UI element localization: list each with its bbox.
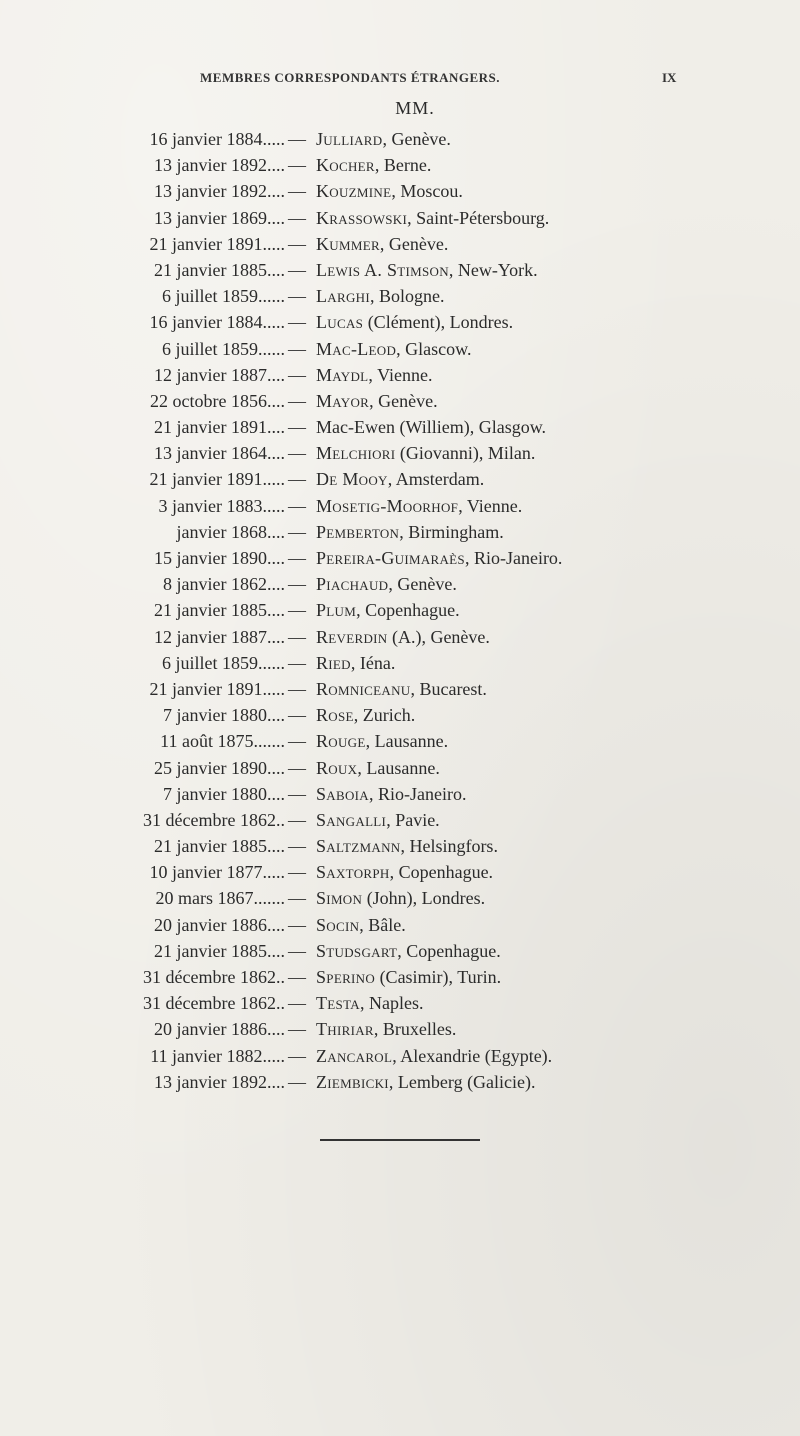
entry-date: 21 janvier 1885.... <box>154 600 285 621</box>
entry-date: 15 janvier 1890.... <box>154 548 285 568</box>
list-item <box>0 885 800 911</box>
member-surname: Plum <box>316 600 357 621</box>
entry-dash: — <box>288 1019 306 1040</box>
entry-member <box>316 440 535 466</box>
entry-member <box>316 1043 552 1069</box>
entry-member <box>316 702 415 728</box>
entry-date: 20 janvier 1886.... <box>154 914 285 935</box>
entry-member <box>316 728 448 754</box>
list-item <box>0 650 800 676</box>
member-surname: Thiriar <box>316 1019 374 1040</box>
member-details: , Copenhague. <box>356 600 460 621</box>
entry-date: 21 janvier 1885.... <box>154 836 285 857</box>
entry-member <box>316 938 501 964</box>
entry-dash: — <box>288 967 306 987</box>
list-item <box>0 388 800 414</box>
entry-date: 16 janvier 1884..... <box>149 129 285 149</box>
list-item <box>0 309 800 335</box>
list-item <box>0 152 800 178</box>
list-item <box>0 1016 800 1042</box>
entry-dash: — <box>288 286 306 307</box>
member-details: , Genève. <box>382 129 451 149</box>
entry-date: 13 janvier 1892.... <box>154 155 285 176</box>
closing-rule <box>320 1139 480 1141</box>
member-surname: Mosetig-Moorhof <box>316 495 459 516</box>
entry-member <box>316 990 423 1016</box>
member-details: , Copenhague. <box>389 862 494 883</box>
entry-dash: — <box>288 259 306 280</box>
member-details: , Alexandrie (Egypte). <box>392 1045 553 1066</box>
member-surname: Mayor <box>316 390 370 411</box>
entry-date: 13 janvier 1892.... <box>154 181 285 202</box>
list-item <box>0 205 800 231</box>
member-surname: Roux <box>316 757 358 778</box>
member-details: , Genève. <box>388 574 457 595</box>
entry-dash: — <box>288 521 306 542</box>
entry-dash: — <box>288 207 306 228</box>
entry-dash: — <box>288 809 306 830</box>
member-surname: Julliard <box>316 129 383 149</box>
entry-date: 6 juillet 1859...... <box>162 338 285 359</box>
member-surname: Studsgart <box>316 940 398 961</box>
entry-date: 21 janvier 1891..... <box>149 233 285 254</box>
entry-date: 21 janvier 1891..... <box>149 469 285 490</box>
entry-dash: — <box>288 836 306 857</box>
member-details: , Rio-Janeiro. <box>464 548 563 568</box>
member-surname: Sangalli <box>316 809 387 830</box>
member-details: (Clément), Londres. <box>363 312 514 333</box>
page-number: IX <box>662 70 677 85</box>
member-surname: Pereira-Guimaraès <box>316 548 465 568</box>
entry-dash: — <box>288 940 306 961</box>
entry-member <box>316 624 490 650</box>
member-details: , Bologne. <box>369 286 445 307</box>
entry-date: 31 décembre 1862.. <box>143 967 285 987</box>
member-details: , Amsterdam. <box>387 469 485 490</box>
list-item <box>0 990 800 1016</box>
entry-member <box>316 755 440 781</box>
member-surname: Zancarol <box>316 1045 393 1066</box>
list-item <box>0 938 800 964</box>
entry-date: 21 janvier 1885.... <box>154 259 285 280</box>
entry-member <box>316 414 546 440</box>
list-item <box>0 781 800 807</box>
list-item <box>0 126 800 152</box>
member-surname: Ried <box>316 652 351 673</box>
entry-member <box>316 388 438 414</box>
entry-member <box>316 807 440 833</box>
list-item <box>0 519 800 545</box>
entry-dash: — <box>288 914 306 935</box>
entry-date: 11 janvier 1882..... <box>150 1045 285 1066</box>
entry-date: 6 juillet 1859...... <box>162 286 285 307</box>
member-surname: Piachaud <box>316 574 389 595</box>
list-item <box>0 571 800 597</box>
list-item <box>0 231 800 257</box>
member-list <box>0 126 800 1095</box>
entry-dash: — <box>288 783 306 804</box>
member-details: (John), Londres. <box>362 888 486 909</box>
member-details: , Vienne. <box>458 495 523 516</box>
entry-member <box>316 964 501 990</box>
member-surname: Socin <box>316 914 360 935</box>
entry-dash: — <box>288 155 306 176</box>
list-item <box>0 466 800 492</box>
member-surname: Reverdin <box>316 626 388 647</box>
member-surname: Krassowski <box>316 207 408 228</box>
entry-date: 8 janvier 1862.... <box>163 574 285 595</box>
member-surname: Larghi <box>316 286 370 307</box>
member-surname: Testa <box>316 993 360 1014</box>
member-surname: Romniceanu <box>316 678 411 699</box>
entry-dash: — <box>288 233 306 254</box>
member-surname: Lucas <box>316 312 364 333</box>
entry-member <box>316 205 549 231</box>
member-surname: Kocher <box>316 155 375 176</box>
entry-dash: — <box>288 495 306 516</box>
entry-member <box>316 597 460 623</box>
entry-member <box>316 178 463 204</box>
running-head-title: MEMBRES CORRESPONDANTS ÉTRANGERS. <box>200 70 501 85</box>
entry-date: 13 janvier 1869.... <box>154 207 285 228</box>
entry-dash: — <box>288 888 306 909</box>
entry-member <box>316 283 444 309</box>
entry-dash: — <box>288 993 306 1014</box>
entry-dash: — <box>288 364 306 385</box>
member-details: , Rio-Janeiro. <box>368 783 467 804</box>
entry-date: 22 octobre 1856.... <box>150 390 285 411</box>
member-surname: Simon <box>316 888 363 909</box>
list-item <box>0 702 800 728</box>
entry-date: 21 janvier 1885.... <box>154 940 285 961</box>
list-item <box>0 414 800 440</box>
entry-date: 20 mars 1867....... <box>155 888 285 909</box>
entry-member <box>316 466 484 492</box>
list-item <box>0 545 800 571</box>
entry-member <box>316 1069 536 1095</box>
entry-member <box>316 650 395 676</box>
member-surname: De Mooy <box>316 469 388 490</box>
member-details: , Vienne. <box>368 364 433 385</box>
entry-member <box>316 833 498 859</box>
member-details: , Copenhague. <box>397 940 501 961</box>
list-item <box>0 597 800 623</box>
entry-member <box>316 493 522 519</box>
entry-dash: — <box>288 626 306 647</box>
entry-date: 21 janvier 1891..... <box>149 678 285 699</box>
member-details: , Bâle. <box>359 914 406 935</box>
entry-date: 7 janvier 1880.... <box>163 705 285 726</box>
entry-date: 16 janvier 1884..... <box>149 312 285 333</box>
member-details: (Casimir), Turin. <box>375 967 502 987</box>
member-surname: Kummer <box>316 233 380 254</box>
entry-dash: — <box>288 443 306 464</box>
list-item <box>0 283 800 309</box>
member-details: , Lemberg (Galicie). <box>388 1071 536 1092</box>
entry-date: 12 janvier 1887.... <box>154 364 285 385</box>
entry-dash: — <box>288 181 306 202</box>
list-item <box>0 807 800 833</box>
entry-member <box>316 1016 456 1042</box>
entry-member <box>316 676 487 702</box>
member-details: , Bruxelles. <box>373 1019 457 1040</box>
member-details: , Berne. <box>374 155 432 176</box>
member-details: , Lausanne. <box>357 757 440 778</box>
list-item <box>0 493 800 519</box>
member-details: Mac-Ewen (Williem), Glasgow. <box>316 417 547 438</box>
entry-dash: — <box>288 652 306 673</box>
member-details: , Birmingham. <box>399 521 504 542</box>
entry-dash: — <box>288 469 306 490</box>
member-details: , Glascow. <box>396 338 472 359</box>
list-item <box>0 257 800 283</box>
entry-dash: — <box>288 574 306 595</box>
entry-date: 31 décembre 1862.. <box>143 993 285 1014</box>
member-surname: Saltzmann <box>316 836 401 857</box>
list-item <box>0 624 800 650</box>
entry-member <box>316 912 406 938</box>
list-item <box>0 440 800 466</box>
list-item <box>0 728 800 754</box>
entry-dash: — <box>288 1071 306 1092</box>
list-item <box>0 1069 800 1095</box>
list-item <box>0 964 800 990</box>
entry-dash: — <box>288 312 306 333</box>
entry-dash: — <box>288 705 306 726</box>
member-surname: Rouge <box>316 731 366 752</box>
entry-dash: — <box>288 129 306 149</box>
entry-member <box>316 126 451 152</box>
entry-date: 7 janvier 1880.... <box>163 783 285 804</box>
section-label: MM. <box>395 98 435 118</box>
member-surname: Mac-Leod <box>316 338 397 359</box>
entry-date: 10 janvier 1877..... <box>149 862 285 883</box>
entry-date: 31 décembre 1862.. <box>143 809 285 830</box>
entry-member <box>316 885 485 911</box>
member-details: , Naples. <box>359 993 424 1014</box>
entry-date: 6 juillet 1859...... <box>162 652 285 673</box>
member-details: , Iéna. <box>350 652 396 673</box>
list-item <box>0 178 800 204</box>
entry-member <box>316 231 448 257</box>
list-item <box>0 859 800 885</box>
entry-dash: — <box>288 678 306 699</box>
entry-dash: — <box>288 757 306 778</box>
entry-member <box>316 362 433 388</box>
member-details: , Genève. <box>379 233 449 254</box>
entry-date: 11 août 1875....... <box>160 731 285 752</box>
list-item <box>0 833 800 859</box>
entry-dash: — <box>288 600 306 621</box>
member-details: (Giovanni), Milan. <box>395 443 536 464</box>
member-surname: Ziembicki <box>316 1071 389 1092</box>
member-details: , New-York. <box>448 259 538 280</box>
member-surname: Pemberton <box>316 521 400 542</box>
entry-date: 12 janvier 1887.... <box>154 626 285 647</box>
member-details: , Zurich. <box>353 705 416 726</box>
entry-member <box>316 519 504 545</box>
member-surname: Saxtorph <box>316 862 390 883</box>
list-item <box>0 912 800 938</box>
entry-member <box>316 859 493 885</box>
list-item <box>0 336 800 362</box>
entry-member <box>316 571 457 597</box>
entry-date: 20 janvier 1886.... <box>154 1019 285 1040</box>
entry-date: 13 janvier 1864.... <box>154 443 285 464</box>
member-details: , Genève. <box>369 390 438 411</box>
entry-date: 21 janvier 1891.... <box>154 417 285 438</box>
entry-dash: — <box>288 1045 306 1066</box>
entry-dash: — <box>288 862 306 883</box>
member-surname: Saboia <box>316 783 369 804</box>
entry-member <box>316 545 562 571</box>
member-surname: Melchiori <box>316 443 396 464</box>
entry-date: janvier 1868.... <box>176 521 285 542</box>
member-surname: Kouzmine <box>316 181 392 202</box>
member-surname: Maydl <box>316 364 369 385</box>
member-details: , Moscou. <box>391 181 463 202</box>
list-item <box>0 1043 800 1069</box>
member-details: , Lausanne. <box>365 731 449 752</box>
member-details: (A.), Genève. <box>387 626 490 647</box>
list-item <box>0 755 800 781</box>
entry-dash: — <box>288 338 306 359</box>
entry-member <box>316 257 538 283</box>
entry-member <box>316 152 431 178</box>
member-surname: Lewis A. Stimson <box>316 259 449 280</box>
entry-member <box>316 781 466 807</box>
member-surname: Sperino <box>316 967 376 987</box>
entry-dash: — <box>288 417 306 438</box>
entry-dash: — <box>288 731 306 752</box>
entry-date: 13 janvier 1892.... <box>154 1071 285 1092</box>
member-surname: Rose <box>316 705 354 726</box>
member-details: , Bucarest. <box>410 678 487 699</box>
entry-member <box>316 309 513 335</box>
entry-member <box>316 336 472 362</box>
member-details: , Helsingfors. <box>400 836 498 857</box>
member-details: , Saint-Pétersbourg. <box>407 207 550 228</box>
entry-dash: — <box>288 548 306 568</box>
list-item <box>0 676 800 702</box>
running-head <box>0 70 800 90</box>
entry-date: 3 janvier 1883..... <box>158 495 285 516</box>
member-details: , Pavie. <box>386 809 440 830</box>
entry-date: 25 janvier 1890.... <box>154 757 285 778</box>
entry-dash: — <box>288 390 306 411</box>
list-item <box>0 362 800 388</box>
